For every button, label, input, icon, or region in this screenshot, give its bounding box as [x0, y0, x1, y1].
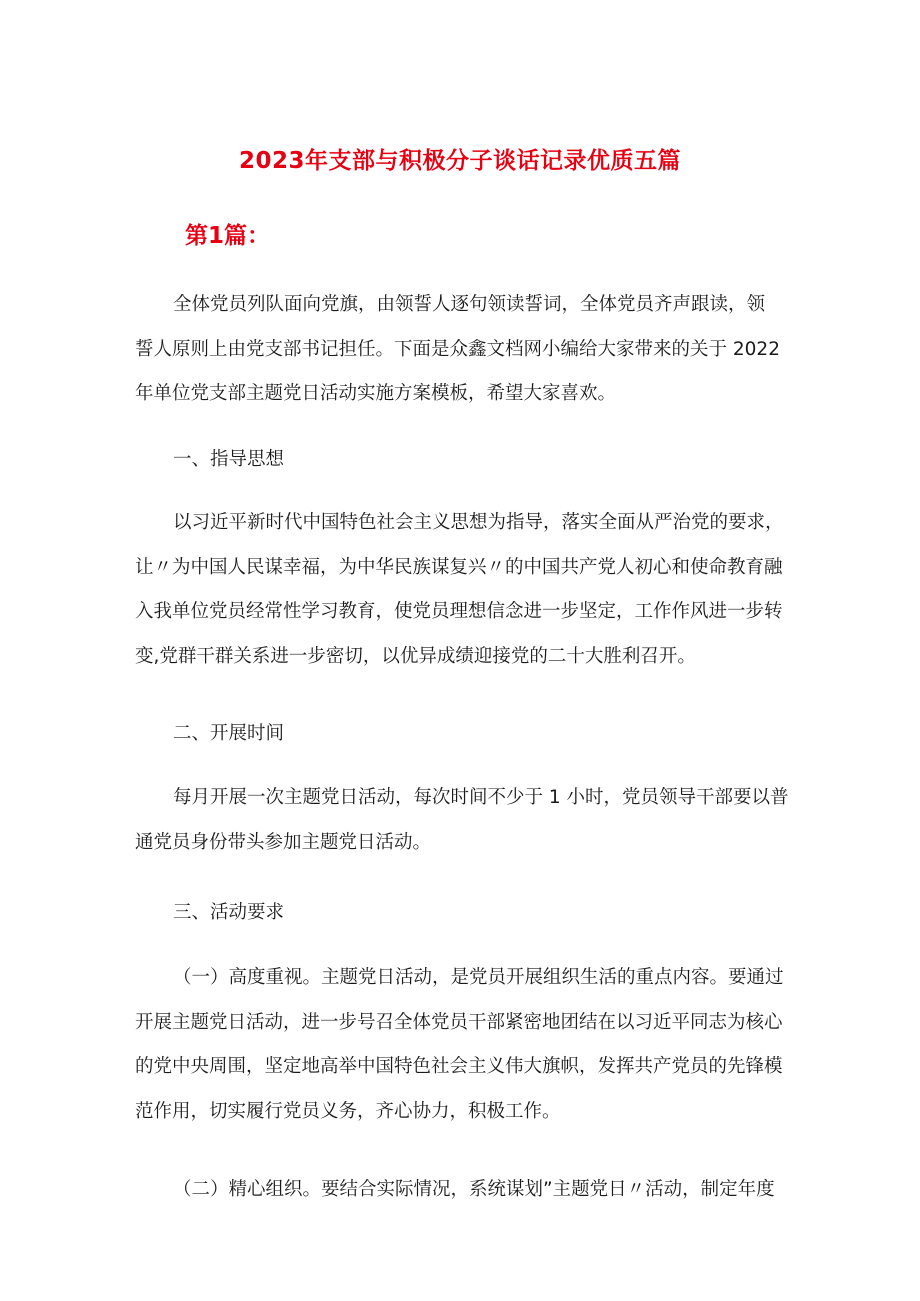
paragraph-3	[135, 776, 795, 865]
paragraph-line: 以习近平新时代中国特色社会主义思想为指导，落实全面从严治党的要求，	[173, 512, 784, 533]
paragraph-line: （二）精心组织。要结合实际情况，系统谋划”主题党日〃活动，制定年度	[173, 1179, 775, 1200]
paragraph-line: 的党中央周围，坚定地高举中国特色社会主义伟大旗帜，发挥共产党员的先锋模	[135, 1056, 783, 1077]
paragraph-2	[135, 501, 795, 679]
paragraph-line: 誓人原则上由党支部书记担任。下面是众鑫文档网小编给大家带来的关于 2022	[135, 338, 780, 360]
section-label: 第1篇：	[185, 223, 271, 249]
paragraph-4	[135, 956, 795, 1134]
paragraph-line: 让〃为中国人民谋幸福，为中华民族谋复兴〃的中国共产党人初心和使命教育融	[135, 556, 783, 578]
paragraph-1	[135, 283, 795, 417]
paragraph-line: 通党员身份带头参加主题党日活动。	[135, 831, 432, 853]
heading-guiding-ideology: 一、指导思想	[173, 449, 285, 470]
paragraph-line: 变,党群干群关系进一步密切，以优异成绩迎接党的二十大胜利召开。	[135, 645, 696, 667]
heading-schedule: 二、开展时间	[173, 723, 285, 744]
paragraph-5	[135, 1168, 795, 1213]
paragraph-line: 入我单位党员经常性学习教育，使党员理想信念进一步坚定，工作作风进一步转	[135, 601, 783, 622]
paragraph-line: 年单位党支部主题党日活动实施方案模板，希望大家喜欢。	[135, 383, 617, 404]
paragraph-line: 开展主题党日活动，进一步号召全体党员干部紧密地团结在以习近平同志为核心	[135, 1011, 783, 1033]
paragraph-line: （一）高度重视。主题党日活动，是党员开展组织生活的重点内容。要通过	[173, 967, 784, 988]
heading-requirements: 三、活动要求	[173, 902, 285, 923]
paragraph-line: 每月开展一次主题党日活动，每次时间不少于 1 小时，党员领导干部要以普	[173, 787, 789, 808]
paragraph-line: 全体党员列队面向党旗，由领誓人逐句领读誓词，全体党员齐声跟读，领	[173, 294, 766, 315]
paragraph-line: 范作用，切实履行党员义务，齐心协力，积极工作。	[135, 1100, 561, 1122]
document-title: 2023年支部与积极分子谈话记录优质五篇	[238, 148, 681, 174]
